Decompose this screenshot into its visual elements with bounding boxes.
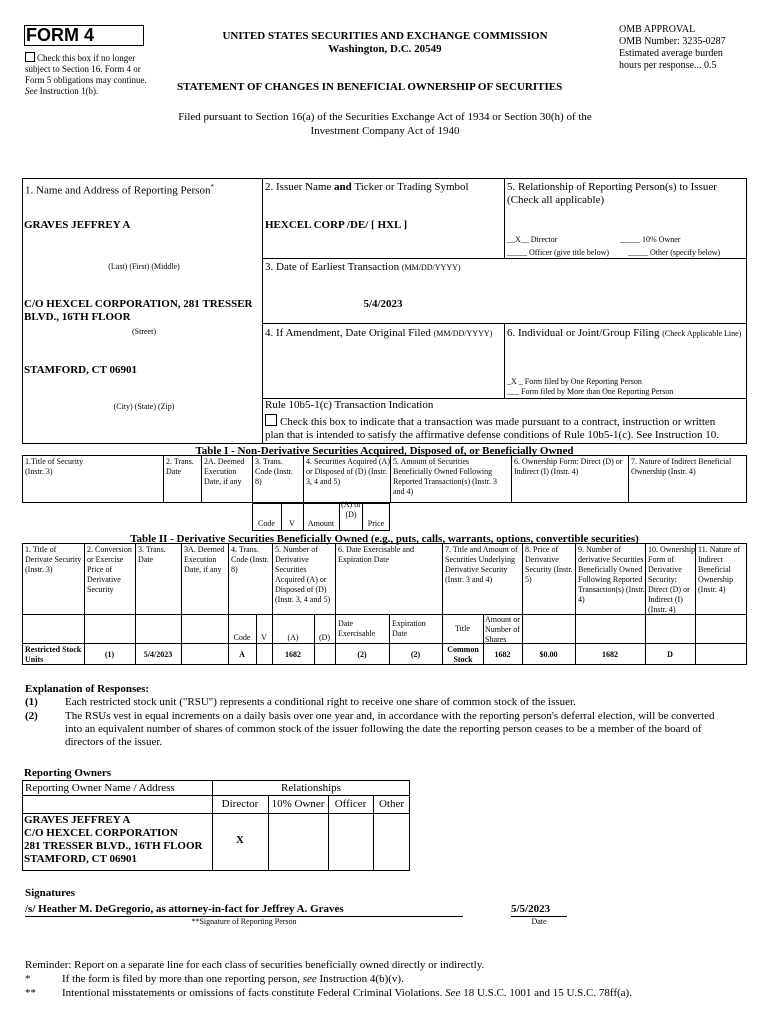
t2-col-ownership-form: 10. Ownership Form of Derivative Security: Direct (D) or Indirect (I) (Instr. 4): [648, 545, 696, 614]
t2-row-code: A: [239, 650, 245, 659]
t2-col-trans-code: 4. Trans. Code (Instr. 8): [231, 545, 269, 574]
owner-director-mark: X: [236, 834, 244, 846]
signature-date-caption: Date: [531, 917, 547, 926]
omb-burden: Estimated average burden: [619, 48, 723, 59]
owner-name: GRAVES JEFFREY A: [24, 814, 131, 826]
t1-col-amount-owned: 5. Amount of Securities Beneficially Owned Following Reported Transaction(s) (Instr. 3 and 4): [393, 457, 497, 496]
reporting-person-city: STAMFORD, CT 06901: [24, 364, 137, 376]
footnote-2-text-2: into an equivalent number of shares of common stock of the issuer following the date the reporting person ceases to be a member of the board of: [65, 723, 702, 735]
signer-name: /s/ Heather M. DeGregorio, as attorney-in-fact for Jeffrey A. Graves: [25, 903, 344, 915]
footnote-star-marker: *: [25, 973, 31, 985]
issuer-name: HEXCEL CORP /DE/ [ HXL ]: [265, 219, 408, 231]
statement-title: STATEMENT OF CHANGES IN BENEFICIAL OWNERSHIP OF SECURITIES: [177, 81, 563, 93]
t2-sub-code: Code: [233, 633, 251, 642]
t2-col-deemed-date: 3A. Deemed Execution Date, if any: [184, 545, 225, 574]
t1-sub-v: V: [289, 519, 295, 528]
omb-number: OMB Number: 3235-0287: [619, 36, 726, 47]
street-caption: (Street): [132, 327, 156, 336]
city-caption: (City) (State) (Zip): [113, 402, 175, 411]
filing-option-one-person: _X _ Form filed by One Reporting Person: [507, 377, 642, 386]
footnote-star-text: If the form is filed by more than one reporting person, see Instruction 4(b)(v).: [62, 973, 404, 985]
box2-label: 2. Issuer Name and Ticker or Trading Symbol: [265, 181, 469, 193]
footnote-1-text: Each restricted stock unit ("RSU") represents a conditional right to receive one share of common stock of the issuer.: [65, 696, 576, 708]
signature-caption: **Signature of Reporting Person: [191, 917, 297, 926]
box1-label: 1. Name and Address of Reporting Person*: [25, 183, 214, 197]
table1-title: Table I - Non-Derivative Securities Acquired, Disposed of, or Beneficially Owned: [195, 445, 574, 457]
no-longer-subject-checkbox-text: Check this box if no longer subject to Section 16. Form 4 or Form 5 obligations may continue. See Instruction 1(b).: [25, 53, 147, 96]
t2-col-nature: 11. Nature of Indirect Beneficial Ownership (Instr. 4): [698, 545, 741, 594]
owners-col-relationships: Relationships: [281, 782, 341, 794]
t1-sub-code: Code: [258, 519, 275, 528]
t2-sub-a: (A): [287, 633, 299, 642]
reminder-text: Reminder: Report on a separate line for each class of securities beneficially owned directly or indirectly.: [25, 959, 485, 971]
t2-row-owned: 1682: [602, 650, 618, 659]
earliest-transaction-date: 5/4/2023: [363, 298, 403, 310]
t2-row-date: 5/4/2023: [143, 650, 173, 659]
relationship-officer: _____ Officer (give title below): [507, 248, 610, 257]
reporting-person-name: GRAVES JEFFREY A: [24, 219, 131, 231]
filed-pursuant-line1: Filed pursuant to Section 16(a) of the Securities Exchange Act of 1934 or Section 30(h) of the: [178, 111, 592, 123]
table2-title: Table II - Derivative Securities Beneficially Owned (e.g., puts, calls, warrants, options, convertible securities): [130, 533, 639, 545]
t1-col-trans-code: 3. Trans. Code (Instr. 8): [255, 457, 293, 486]
no-longer-subject-checkbox[interactable]: [25, 52, 35, 62]
t2-col-number-owned: 9. Number of derivative Securities Beneficially Owned Following Reported Transaction(s) (Instr. 4): [578, 545, 645, 604]
box6-label: 6. Individual or Joint/Group Filing (Check Applicable Line): [507, 327, 742, 339]
owner-address-2: 281 TRESSER BLVD., 16TH FLOOR: [24, 840, 203, 852]
box5-label-1: 5. Relationship of Reporting Person(s) to Issuer: [507, 181, 717, 193]
t1-col-trans-date: 2. Trans. Date: [166, 457, 194, 476]
rule-10b5-text: Check this box to indicate that a transaction was made pursuant to a contract, instruction or written plan that is intended to satisfy the affirmative defense conditions of Rule 10b5-1(c). See Instruction 10.: [265, 416, 720, 441]
t2-col-underlying: 7. Title and Amount of Securities Underlying Derivative Security (Instr. 3 and 4): [445, 545, 518, 584]
relationship-director: __X__ Director: [507, 235, 558, 244]
rule-10b5-checkbox[interactable]: [265, 414, 277, 426]
t1-sub-price: Price: [367, 519, 385, 528]
rule-10b5-title: Rule 10b5-1(c) Transaction Indication: [265, 399, 434, 411]
t2-sub-exercisable: Date Exercisable: [338, 619, 376, 638]
owners-col-director: Director: [221, 798, 259, 810]
agency-location: Washington, D.C. 20549: [328, 43, 442, 55]
footnote-2-marker: (2): [25, 710, 38, 722]
signatures-heading: Signatures: [25, 887, 75, 899]
t2-row-price: $0.00: [539, 650, 558, 659]
t2-row-title: Common Stock: [447, 645, 479, 664]
explanation-heading: Explanation of Responses:: [25, 683, 150, 695]
t1-col-nature: 7. Nature of Indirect Beneficial Ownership (Instr. 4): [631, 457, 732, 476]
filing-option-multiple-persons: ___ Form filed by More than One Reporting Person: [507, 387, 674, 396]
owners-col-name: Reporting Owner Name / Address: [25, 782, 175, 794]
owners-col-ten-percent: 10% Owner: [271, 798, 325, 810]
t2-col-number-derivative: 5. Number of Derivative Securities Acquired (A) or Disposed of (D) (Instr. 3, 4 and 5): [275, 545, 331, 604]
t2-row-expiration: (2): [410, 650, 421, 659]
t2-row-security: Restricted Stock Units: [25, 645, 82, 664]
filed-pursuant-line2: Investment Company Act of 1940: [310, 125, 460, 137]
t1-sub-a-or-d: (A) or (D): [341, 500, 361, 519]
footnote-double-star-text: Intentional misstatements or omissions of facts constitute Federal Criminal Violations. See 18 U.S.C. 1001 and 15 U.S.C. 78ff(a).: [62, 987, 632, 999]
t2-sub-amount-shares: Amount or Number of Shares: [485, 615, 520, 644]
footnote-double-star-marker: **: [25, 987, 36, 999]
t1-sub-amount: Amount: [307, 519, 335, 528]
reporting-person-street: C/O HEXCEL CORPORATION, 281 TRESSER BLVD., 16TH FLOOR: [24, 298, 253, 323]
t2-row-exercisable: (2): [357, 650, 367, 659]
footnote-1-marker: (1): [25, 696, 38, 708]
t2-row-amount-a: 1682: [285, 650, 301, 659]
t1-col-acquired: 4. Securities Acquired (A) or Disposed of (D) (Instr. 3, 4 and 5): [306, 457, 390, 486]
footnote-2-text-1: The RSUs vest in equal increments on a daily basis over one year and, in accordance with the reporting person's deferral election, will be converted: [65, 710, 715, 722]
owners-col-officer: Officer: [334, 798, 367, 810]
agency-name: UNITED STATES SECURITIES AND EXCHANGE COMMISSION: [222, 30, 548, 42]
relationship-other: _____ Other (specify below): [628, 248, 721, 257]
t2-col-price: 8. Price of Derivative Security (Instr. 5): [525, 545, 573, 584]
t1-col-ownership-form: 6. Ownership Form: Direct (D) or Indirect (I) (Instr. 4): [514, 457, 623, 476]
omb-approval: OMB APPROVAL: [619, 24, 696, 35]
t2-col-conversion: 2. Conversion or Exercise Price of Derivative Security: [87, 545, 132, 594]
t1-col-title: 1.Title of Security (Instr. 3): [25, 457, 84, 476]
t2-sub-v: V: [261, 633, 267, 642]
relationship-ten-percent-owner: _____ 10% Owner: [620, 235, 681, 244]
t1-col-deemed-date: 2A. Deemed Execution Date, if any: [204, 457, 245, 486]
t2-row-conversion: (1): [104, 650, 115, 659]
t2-row-shares: 1682: [494, 650, 511, 659]
box5-label-2: (Check all applicable): [507, 194, 605, 206]
t2-col-trans-date: 3. Trans. Date: [138, 545, 166, 564]
reporting-owners-heading: Reporting Owners: [24, 767, 112, 779]
name-caption: (Last) (First) (Middle): [108, 262, 180, 271]
footnote-2-text-3: directors of the issuer.: [65, 736, 163, 748]
t2-sub-title: Title: [455, 624, 470, 633]
t2-col-exercisable: 6. Date Exercisable and Expiration Date: [338, 545, 414, 564]
t2-sub-d: (D): [318, 633, 331, 642]
t2-col-title: 1. Title of Derivate Security (Instr. 3): [25, 545, 82, 574]
signature-date: 5/5/2023: [511, 903, 551, 915]
owners-col-other: Other: [378, 798, 405, 810]
owner-address-3: STAMFORD, CT 06901: [24, 853, 137, 865]
form-title: FORM 4: [26, 25, 95, 45]
box3-label: 3. Date of Earliest Transaction (MM/DD/YYYY): [265, 261, 461, 273]
box4-label: 4. If Amendment, Date Original Filed (MM/DD/YYYY): [265, 327, 493, 339]
omb-hours: hours per response... 0.5: [619, 60, 717, 71]
owner-address-1: C/O HEXCEL CORPORATION: [24, 827, 178, 839]
t2-row-form: D: [667, 650, 673, 659]
t2-sub-expiration: Expiration Date: [392, 619, 426, 638]
